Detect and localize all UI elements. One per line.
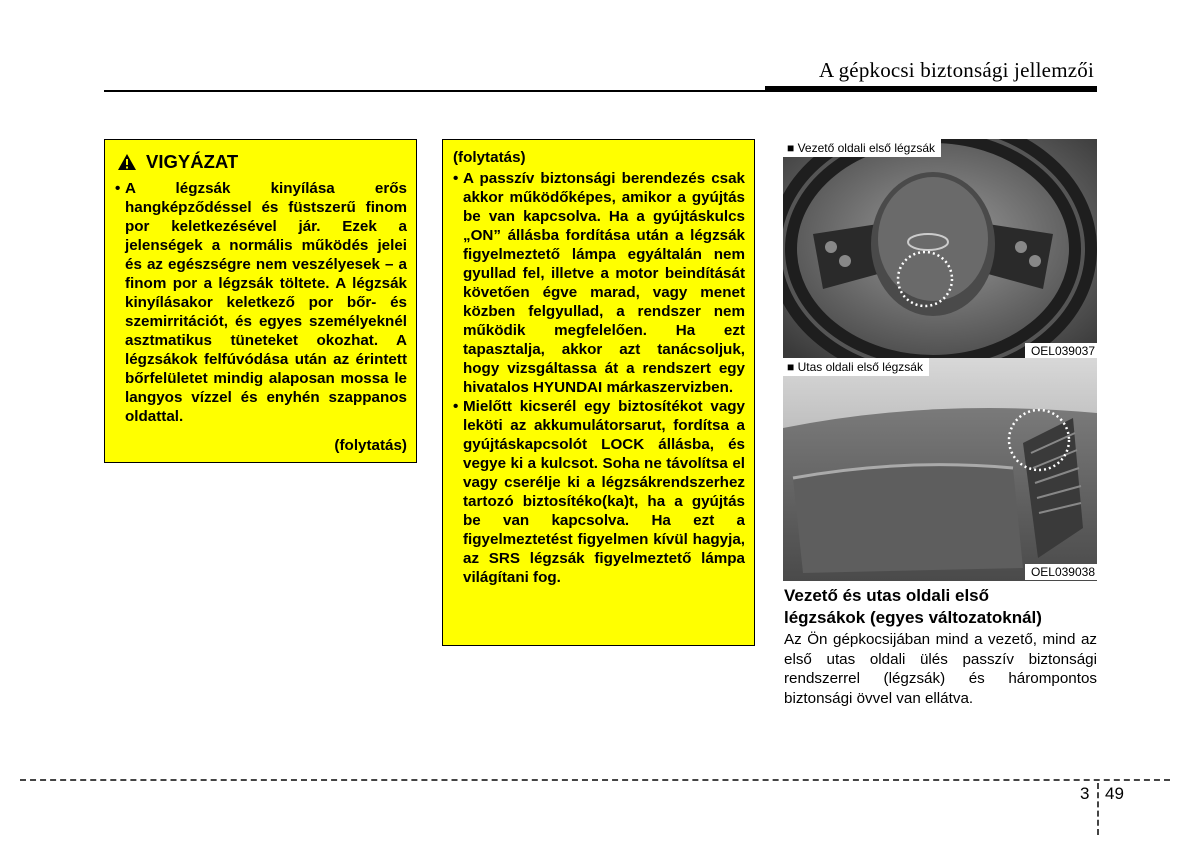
figure-code: OEL039038 [1025, 564, 1097, 580]
warning-box-continued [442, 139, 755, 646]
page-number-divider [1097, 783, 1099, 835]
dashboard-image [783, 358, 1097, 581]
section-heading: Vezető és utas oldali első légzsákok (egyes változatoknál) [784, 586, 1042, 627]
figure-caption-label: ■ Utas oldali első légzsák [783, 358, 929, 376]
warning-bullet-text: A passzív biztonsági berendezés csak akkor működőképes, amikor a gyújtás be van kapcsolva. Ha a gyújtáskulcs „ON” állásba fordítása után a légzsák figyelmeztető lámpa egyáltalán nem gyullad fel, illetve a motor beindítását követően égve marad, vagy menet közben felgyullad, a rendszer nem működik megfelelően. Ha ezt tapasztalja, akkor azt tanácsoljuk, hogy vizsgáltassa át a rendszert egy hivatalos HYUNDAI márkaszervizben. [463, 170, 745, 396]
warning-triangle-icon [117, 153, 137, 171]
warning-heading [117, 152, 407, 171]
page-header-title: A gépkocsi biztonsági jellemzői [818, 58, 1094, 82]
passenger-airbag-photo [783, 358, 1097, 581]
warning-bullet-text: A légzsák kinyílása erős hangképződéssel és füstszerű finom por keletkezésével jár. Ezek a jelenségek a normális működés jelei és az egészségre nem veszélyesek – a finom por a légzsák töltete. A légzsák kinyílásakor keletkező por bőr- és szemirritációt, és egyes személyeknél asztmatikus tüneteket okozhat. A légzsákok felfúvódása után az érintett bőrfelületet mindig alaposan mossa le langyos vízzel és enyhén szappanos oldattal. [125, 180, 407, 425]
continued-label: (folytatás) [334, 437, 407, 454]
warning-heading-text: VIGYÁZAT [146, 151, 239, 172]
page-number: 49 [1105, 784, 1124, 803]
figure-code: OEL039037 [1025, 343, 1097, 359]
footer-divider [20, 779, 1170, 781]
steering-wheel-image [783, 139, 1097, 360]
header-rule-accent [765, 86, 1097, 92]
warning-box-caution [104, 139, 417, 463]
continued-top-label: (folytatás) [453, 149, 526, 166]
section-body: Az Ön gépkocsijában mind a vezető, mind az első utas oldali ülés passzív biztonsági rendszerrel (légzsák) és hárompontos biztonsági övvel van ellátva. [784, 631, 1097, 707]
warning-bullet: • A passzív biztonsági berendezés csak akkor működőképes, amikor a gyújtás be van kapcsolva. Ha a gyújtáskulcs „ON” állásba fordítása után a légzsák figyelmeztető lámpa egyáltalán nem gyullad fel, illetve a motor beindítását követően égve marad, vagy menet közben felgyullad, a rendszer nem működik megfelelően. Ha ezt tapasztalja, akkor azt tanácsoljuk, hogy vizsgáltassa át a rendszert egy hivatalos HYUNDAI márkaszervizben. [453, 170, 745, 396]
chapter-number: 3 [1080, 784, 1090, 803]
warning-bullet: • Mielőtt kicserél egy biztosítékot vagy leköti az akkumulátorsarut, fordítsa a gyújtáskapcsolót LOCK állásba, és vegye ki a kulcsot. Soha ne távolítsa el vagy cserélje ki a légzsákrendszerhez tartozó biztosítéko(ka)t, ha a gyújtás be van kapcsolva. Ha ezt a figyelmeztetést figyelmen kívül hagyja, az SRS légzsák figyelmeztető lámpa világítani fog. [453, 398, 745, 586]
figure-caption-label: ■ Vezető oldali első légzsák [783, 139, 941, 157]
warning-bullet: • A légzsák kinyílása erős hangképződéssel és füstszerű finom por keletkezésével jár. Ezek a jelenségek a normális működés jelei és az egészségre nem veszélyesek – a finom por a légzsák töltete. A légzsák kinyílásakor keletkező por bőr- és szemirritációt, és egyes személyeknél asztmatikus tüneteket okozhat. A légzsákok felfúvódása után az érintett bőrfelületet mindig alaposan mossa le langyos vízzel és enyhén szappanos oldattal. [115, 180, 407, 425]
driver-airbag-photo [783, 139, 1097, 360]
warning-bullet-text: Mielőtt kicserél egy biztosítékot vagy leköti az akkumulátorsarut, fordítsa a gyújtáskapcsolót LOCK állásba, és vegye ki a kulcsot. Soha ne távolítsa el vagy cserélje ki a légzsákrendszerhez tartozó biztosítéko(ka)t, ha a gyújtás be van kapcsolva. Ha ezt a figyelmeztetést figyelmen kívül hagyja, az SRS légzsák figyelmeztető lámpa világítani fog. [463, 398, 745, 586]
